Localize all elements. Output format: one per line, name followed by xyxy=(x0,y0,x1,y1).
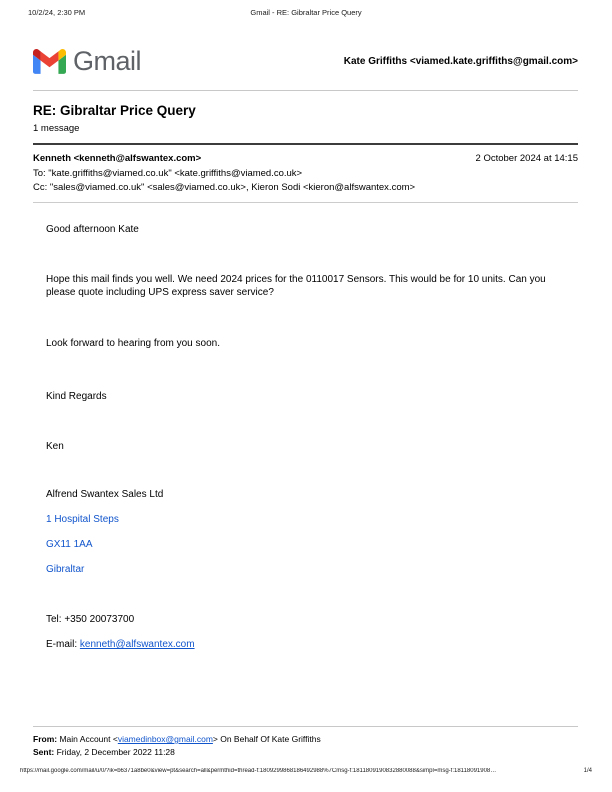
message-header-row xyxy=(33,153,578,165)
email-content xyxy=(33,44,578,651)
quoted-sent-label: Sent: xyxy=(33,747,55,757)
message-divider xyxy=(33,202,578,203)
body-sign-off: Kind Regards xyxy=(46,391,107,402)
thread-subject: RE: Gibraltar Price Query xyxy=(33,103,196,118)
sender-name: Kenneth <kenneth@alfswantex.com> xyxy=(33,153,202,164)
quoted-message-header xyxy=(33,726,578,758)
address-link-country[interactable]: Gibraltar xyxy=(46,564,85,575)
body-paragraph-closing: Look forward to hearing from you soon. xyxy=(46,338,220,349)
quoted-from-post: > On Behalf Of Kate Griffiths xyxy=(212,734,321,744)
header-divider xyxy=(33,90,578,91)
gmail-header xyxy=(33,44,578,78)
address-link-street[interactable]: 1 Hospital Steps xyxy=(46,514,119,525)
signature-phone: Tel: +350 20073700 xyxy=(46,614,135,625)
gmail-logo xyxy=(33,46,141,77)
signature-name: Ken xyxy=(46,441,64,452)
email-label: E-mail: xyxy=(46,639,80,650)
signature-company: Alfrend Swantex Sales Ltd xyxy=(46,489,164,500)
message-count: 1 message xyxy=(33,123,80,134)
body-paragraph-request: Hope this mail finds you well. We need 2024 prices for the 0110017 Sensors. This would be for 10 units. Can you please quote including UPS express saver service? xyxy=(46,274,546,298)
quoted-sent-value: Friday, 2 December 2022 11:28 xyxy=(54,747,175,757)
gmail-logo-text: Gmail xyxy=(73,45,142,76)
quoted-from-label: From: xyxy=(33,734,58,744)
body-greeting: Good afternoon Kate xyxy=(46,224,139,235)
print-timestamp: 10/2/24, 2:30 PM xyxy=(28,8,86,17)
cc-line: Cc: "sales@viamed.co.uk" <sales@viamed.co.uk>, Kieron Sodi <kieron@alfswantex.com> xyxy=(33,182,416,193)
email-body xyxy=(46,223,578,651)
gmail-m-icon xyxy=(33,49,66,74)
print-page-indicator: 1/4 xyxy=(583,768,592,774)
message-date: 2 October 2024 at 14:15 xyxy=(475,153,578,164)
signature-email-line xyxy=(46,638,578,651)
browser-print-header xyxy=(28,8,584,20)
message-header xyxy=(33,153,578,194)
account-owner: Kate Griffiths <viamed.kate.griffiths@gmail.com> xyxy=(343,55,578,67)
address-link-postcode[interactable]: GX11 1AA xyxy=(46,539,93,550)
to-line: To: "kate.griffiths@viamed.co.uk" <kate.griffiths@viamed.co.uk> xyxy=(33,167,303,179)
quoted-from-pre: Main Account < xyxy=(57,734,118,744)
print-footer-url: https://mail.google.com/mail/u/0/?ik=b6371a8be0&view=pt&search=all&permthid=thread-f:1809299868186492988%7Cmsg-f:1811809190832880088&simpl=msg-f:18118091908… xyxy=(20,768,497,774)
quoted-from-email-link[interactable]: viamedinbox@gmail.com xyxy=(117,734,213,744)
signature-email-link[interactable]: kenneth@alfswantex.com xyxy=(79,639,195,650)
quoted-sent-line xyxy=(33,747,578,758)
thread-divider xyxy=(33,143,578,145)
print-doc-title: Gmail - RE: Gibraltar Price Query xyxy=(250,8,362,17)
quoted-from-line xyxy=(33,734,578,745)
browser-print-footer xyxy=(20,768,592,774)
quoted-divider xyxy=(33,726,578,727)
